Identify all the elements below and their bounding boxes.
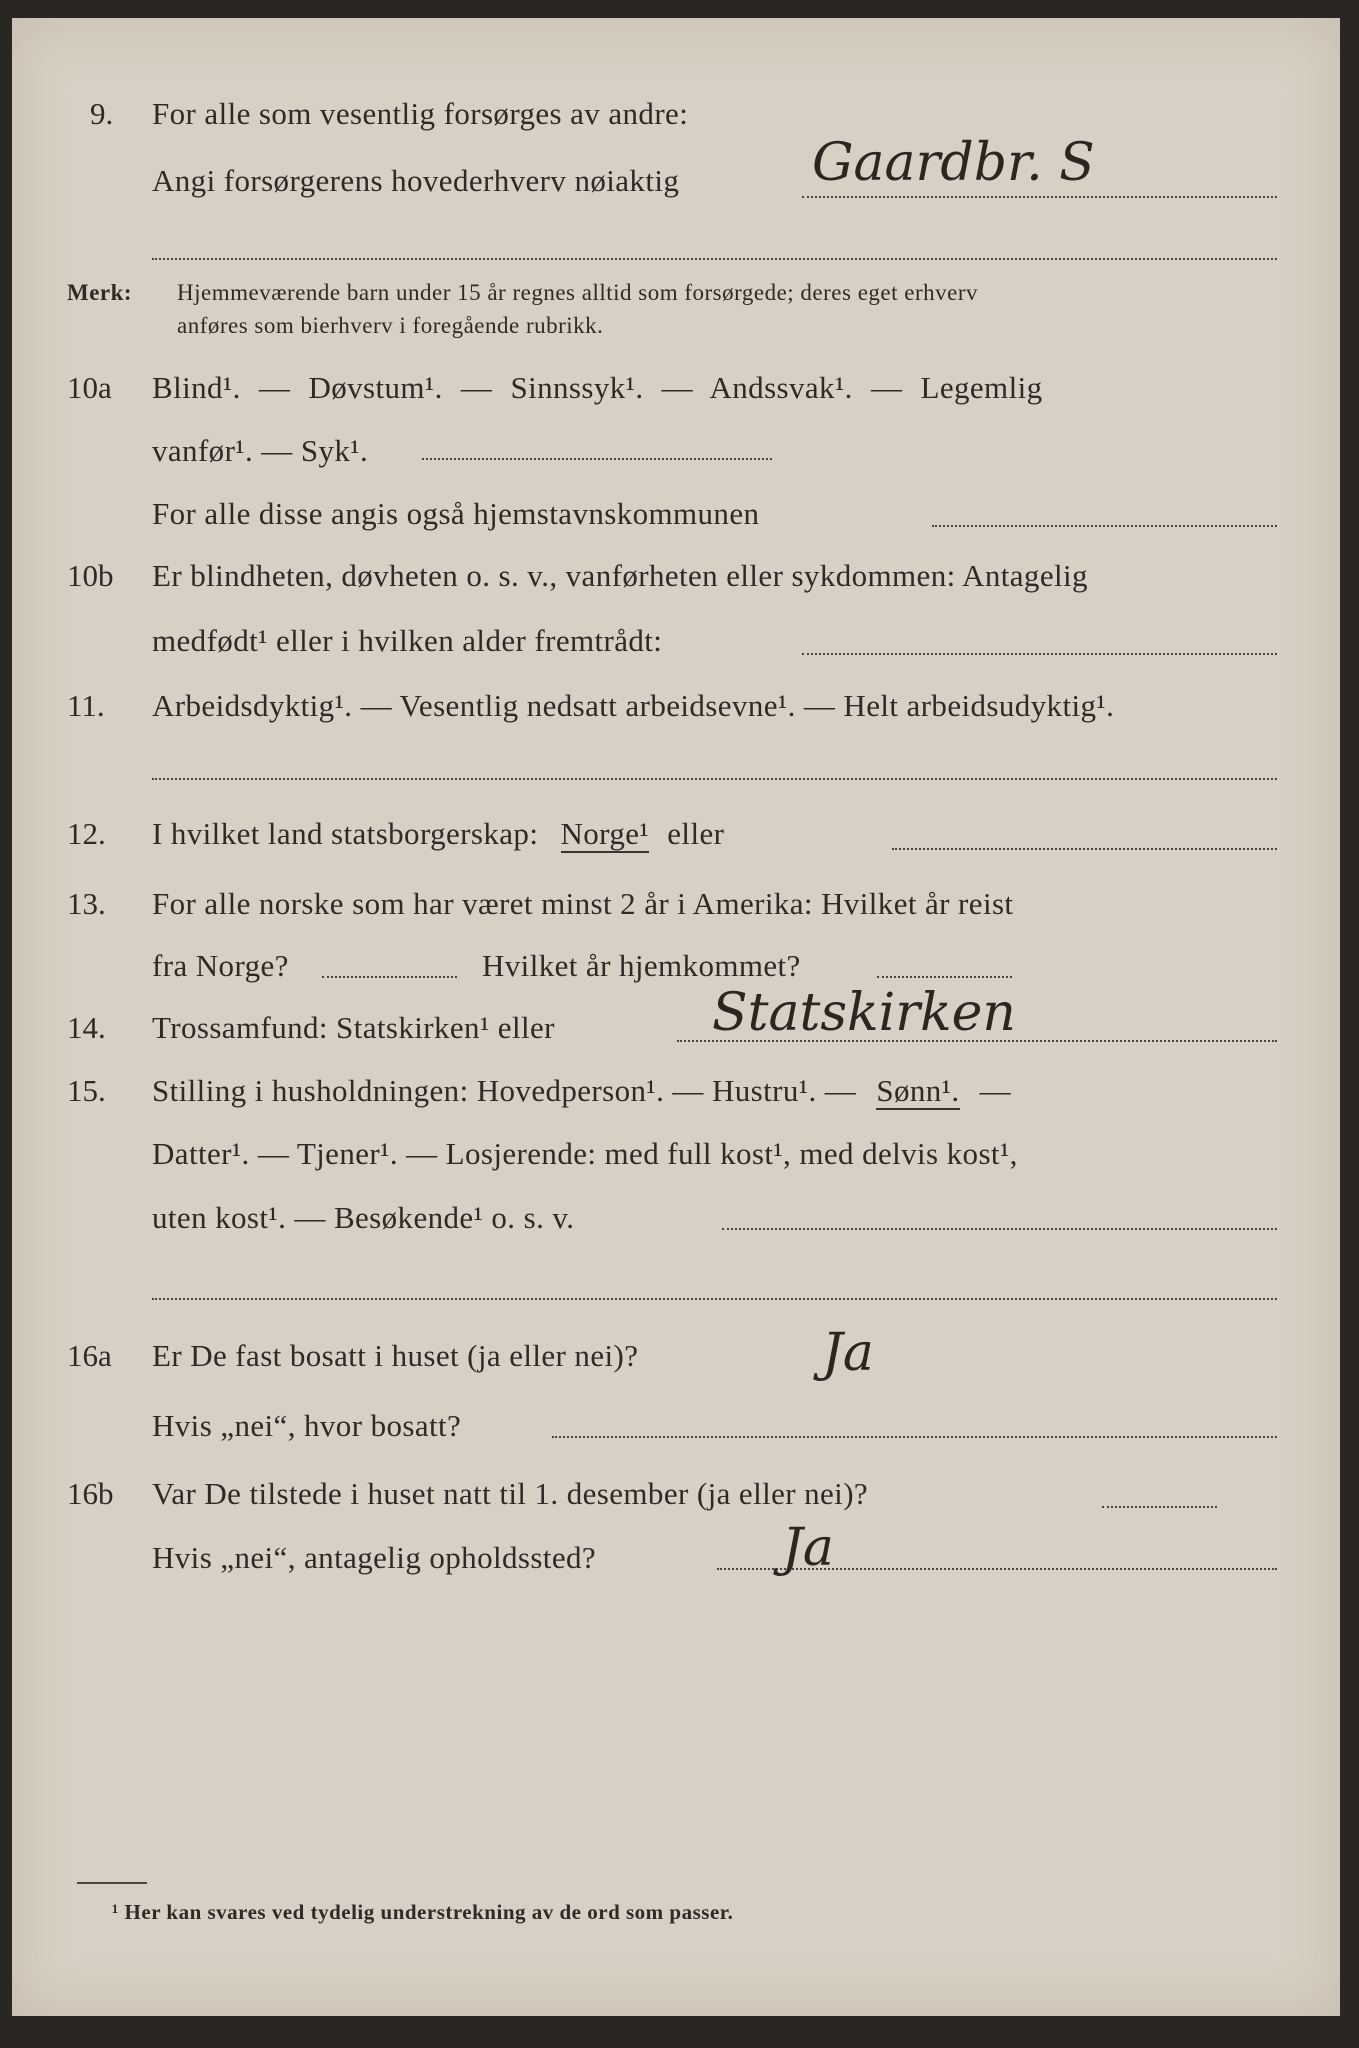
- q16b-line1: Var De tilstede i huset natt til 1. desember (ja eller nei)?: [152, 1476, 869, 1511]
- q10a-line2: vanfør¹. — Syk¹.: [152, 433, 369, 468]
- census-form-page: [12, 18, 1340, 2016]
- q10b-answer-line: [802, 653, 1277, 655]
- q9-extra-line: [152, 258, 1277, 260]
- q10b-number: 10b: [67, 558, 114, 593]
- q10a-line3: For alle disse angis også hjemstavnskommunen: [152, 496, 760, 531]
- q9-answer-line: [802, 196, 1277, 198]
- q15-number: 15.: [67, 1073, 106, 1108]
- q13-line2b: Hvilket år hjemkommet?: [482, 948, 801, 983]
- q9-number: 9.: [90, 96, 114, 131]
- q10a-line1: Blind¹. — Døvstum¹. — Sinnssyk¹. — Andssvak¹. — Legemlig: [152, 370, 1043, 405]
- q14-line1: Trossamfund: Statskirken¹ eller: [152, 1010, 555, 1045]
- merk-label: Merk:: [67, 280, 133, 305]
- q16b-line2: Hvis „nei“, antagelig opholdssted?: [152, 1540, 597, 1575]
- q15-line1a: Stilling i husholdningen: Hovedperson¹. — Hustru¹. —: [152, 1073, 857, 1108]
- q11-line1: Arbeidsdyktig¹. — Vesentlig nedsatt arbeidsevne¹. — Helt arbeidsudyktig¹.: [152, 688, 1115, 723]
- q12-suffix: eller: [667, 816, 725, 851]
- q12-prefix: I hvilket land statsborgerskap:: [152, 816, 539, 851]
- q9-handwritten-answer: Gaardbr. S: [812, 133, 1095, 193]
- q16a-handwritten-answer: Ja: [822, 1323, 874, 1383]
- q15-answer-line: [722, 1228, 1277, 1230]
- q10a-number: 10a: [67, 370, 112, 405]
- q10a-line3-answer: [932, 525, 1277, 527]
- q16b-line1-answer: [1102, 1506, 1217, 1508]
- q13-year-left-line: [322, 976, 457, 978]
- q12-answer-line: [892, 848, 1277, 850]
- merk-line2: anføres som bierhverv i foregående rubrikk.: [177, 313, 604, 338]
- q16a-answer-line: [552, 1436, 1277, 1438]
- q16a-number: 16a: [67, 1338, 112, 1373]
- q15-line1b: —: [979, 1073, 1012, 1108]
- q15-underlined-sonn: Sønn¹.: [876, 1073, 960, 1108]
- q13-year-returned-line: [877, 976, 1012, 978]
- q10a-line2-answer: [422, 458, 772, 460]
- q10b-line1: Er blindheten, døvheten o. s. v., vanførheten eller sykdommen: Antagelig: [152, 558, 1088, 593]
- q15-extra-line: [152, 1298, 1277, 1300]
- q14-handwritten-answer: Statskirken: [712, 983, 1016, 1043]
- footnote-rule: [77, 1882, 147, 1884]
- q10b-line2: medfødt¹ eller i hvilken alder fremtrådt:: [152, 623, 663, 658]
- q9-line1: For alle som vesentlig forsørges av andre:: [152, 96, 689, 131]
- q12-underlined-norge: Norge¹: [560, 816, 650, 851]
- q13-line1: For alle norske som har været minst 2 år i Amerika: Hvilket år reist: [152, 886, 1014, 921]
- merk-line1: Hjemmeværende barn under 15 år regnes alltid som forsørgede; deres eget erhverv: [177, 280, 978, 305]
- q15-line2: Datter¹. — Tjener¹. — Losjerende: med full kost¹, med delvis kost¹,: [152, 1136, 1018, 1171]
- q12-number: 12.: [67, 816, 106, 851]
- q13-line2a: fra Norge?: [152, 948, 289, 983]
- q16b-handwritten-answer: Ja: [782, 1518, 834, 1578]
- q11-answer-line: [152, 778, 1277, 780]
- q13-number: 13.: [67, 886, 106, 921]
- q11-number: 11.: [67, 688, 105, 723]
- q15-line1: [152, 1073, 1011, 1109]
- q16a-line2: Hvis „nei“, hvor bosatt?: [152, 1408, 462, 1443]
- q16a-line1: Er De fast bosatt i huset (ja eller nei)?: [152, 1338, 639, 1373]
- q15-line3: uten kost¹. — Besøkende¹ o. s. v.: [152, 1200, 575, 1235]
- q12-line: [152, 816, 724, 852]
- q9-line2: Angi forsørgerens hovederhverv nøiaktig: [152, 163, 680, 198]
- q16b-number: 16b: [67, 1476, 114, 1511]
- q14-number: 14.: [67, 1010, 106, 1045]
- footnote: ¹ Her kan svares ved tydelig understrekning av de ord som passer.: [112, 1900, 734, 1924]
